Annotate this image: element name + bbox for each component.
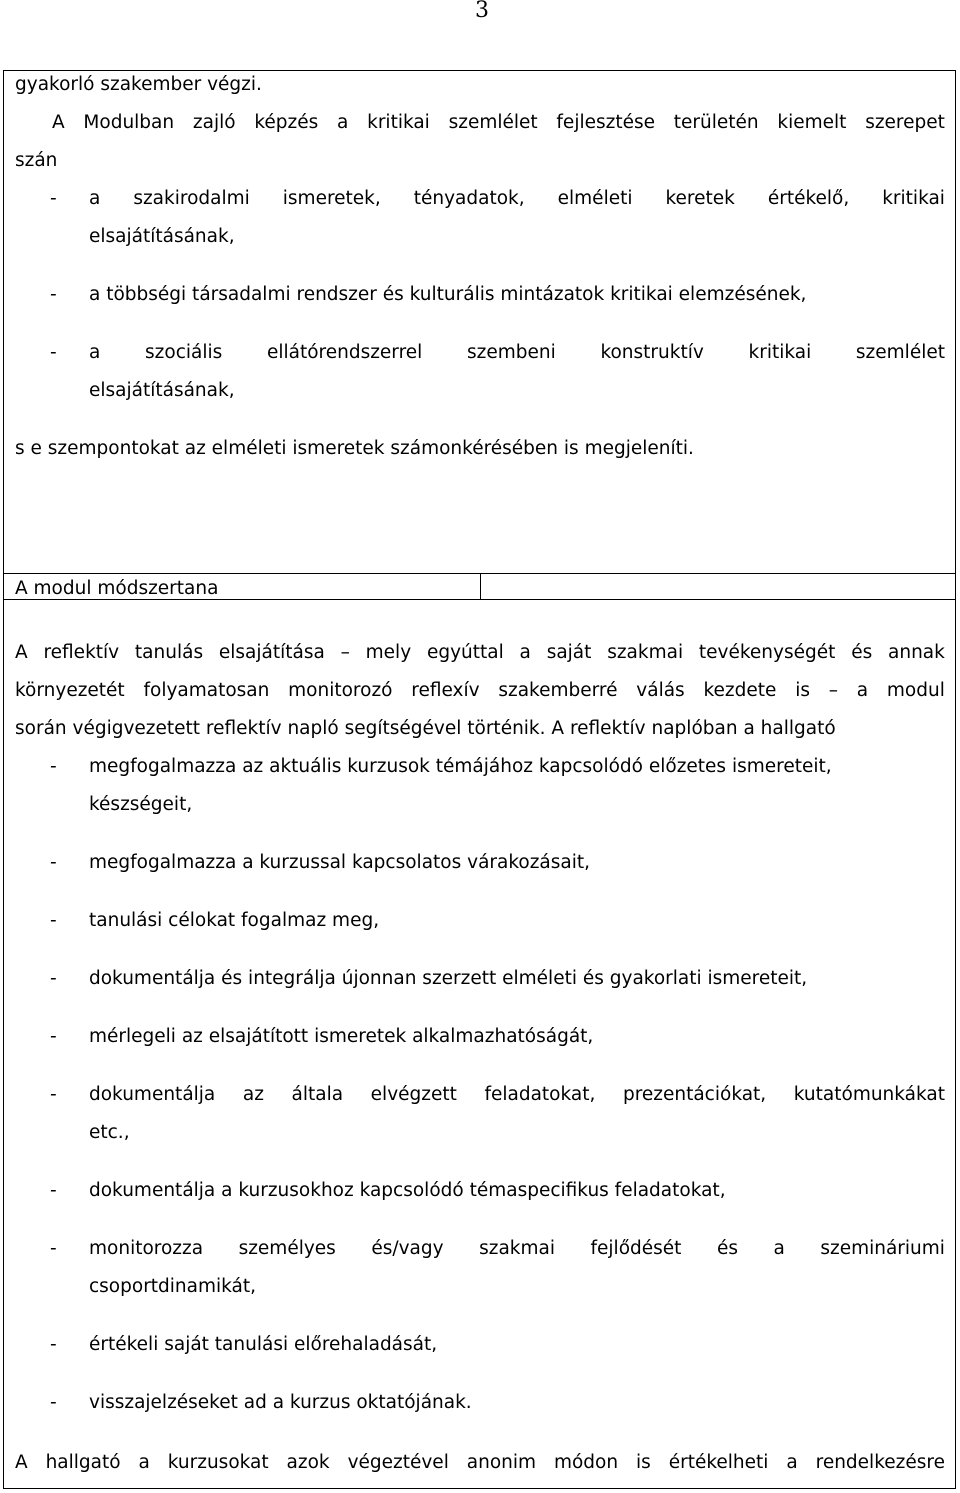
section-heading: A modul módszertana [15, 578, 219, 599]
word: ismeretek, [282, 188, 381, 209]
word: szakmai [607, 642, 684, 663]
method-item-10-line-1: visszajelzéseket ad a kurzus oktatójának. [89, 1392, 472, 1413]
method-item-4-line-1: dokumentálja és integrálja újonnan szerzett elméleti és gyakorlati ismereteit, [89, 968, 808, 989]
word: értékelő, [767, 188, 850, 209]
word: kritikai [367, 112, 430, 133]
intro-line-1: gyakorló szakember végzi. [15, 74, 262, 95]
word: keretek [665, 188, 735, 209]
method-item-3-line-1: tanulási célokat fogalmaz meg, [89, 910, 380, 931]
word: mely [365, 642, 412, 663]
word: a [337, 112, 349, 133]
word: saját [546, 642, 592, 663]
intro-closing: s e szempontokat az elméleti ismeretek számonkérésében is megjeleníti. [15, 438, 694, 459]
method-para-line-3: során végigvezetett reflektív napló segítségével történik. A reflektív naplóban a hallgató [15, 718, 836, 739]
method-item-1-line-2: készségeit, [89, 794, 193, 815]
method-closing [15, 1451, 945, 1475]
word: szemlélet [448, 112, 538, 133]
word: szemináriumi [820, 1238, 945, 1259]
word: folyamatosan [143, 680, 270, 701]
intro-item-1-line-1 [89, 187, 945, 211]
intro-line-3: szán [15, 150, 58, 171]
method-para-line-2 [15, 679, 945, 703]
word: A [52, 112, 65, 133]
word: szakmai [479, 1238, 555, 1259]
word: dokumentálja [89, 1084, 216, 1105]
word: A [15, 642, 28, 663]
bullet-dash: - [50, 852, 57, 873]
word: szakirodalmi [133, 188, 250, 209]
word: személyes [238, 1238, 336, 1259]
word: ellátórendszerrel [266, 342, 423, 363]
word: végeztével [347, 1452, 449, 1473]
word: kurzusokat [167, 1452, 269, 1473]
word: szerepet [865, 112, 945, 133]
word: környezetét [15, 680, 125, 701]
intro-item-3-line-1 [89, 341, 945, 365]
method-para-line-1 [15, 641, 945, 665]
word: prezentációkat, [622, 1084, 767, 1105]
word: és [851, 642, 873, 663]
word: rendelkezésre [815, 1452, 945, 1473]
word: azok [286, 1452, 330, 1473]
bullet-dash: - [50, 910, 57, 931]
word: kezdete [703, 680, 777, 701]
word: konstruktív [600, 342, 704, 363]
word: kutatómunkákat [793, 1084, 945, 1105]
word: a [89, 188, 101, 209]
bullet-dash: - [50, 1334, 57, 1355]
word: és/vagy [371, 1238, 444, 1259]
method-item-1-line-1: megfogalmazza az aktuális kurzusok témájához kapcsolódó előzetes ismereteit, [89, 756, 832, 777]
word: kritikai [748, 342, 812, 363]
word: a [519, 642, 531, 663]
word: modul [886, 680, 945, 701]
word: szociális [145, 342, 223, 363]
word: reflexív [411, 680, 480, 701]
word: monitorozó [288, 680, 393, 701]
intro-item-2-line-1: a többségi társadalmi rendszer és kulturális mintázatok kritikai elemzésének, [89, 284, 807, 305]
bullet-dash: - [50, 1392, 57, 1413]
word: kritikai [882, 188, 945, 209]
section-divider-vertical [480, 573, 481, 599]
word: a [856, 680, 869, 701]
method-item-6-line-1 [89, 1083, 945, 1107]
word: tevékenységét [698, 642, 836, 663]
method-item-5-line-1: mérlegeli az elsajátított ismeretek alkalmazhatóságát, [89, 1026, 594, 1047]
bullet-dash: - [50, 188, 57, 209]
word: kiemelt [777, 112, 847, 133]
word: tanulás [134, 642, 204, 663]
word: fejlődését [590, 1238, 682, 1259]
word: zajló [192, 112, 236, 133]
word: szemlélet [855, 342, 945, 363]
word: szakemberré [498, 680, 618, 701]
word: az [242, 1084, 264, 1105]
word: is [795, 680, 810, 701]
intro-line-2 [52, 111, 945, 135]
method-item-9-line-1: értékeli saját tanulási előrehaladását, [89, 1334, 438, 1355]
word: annak [888, 642, 945, 663]
method-item-2-line-1: megfogalmazza a kurzussal kapcsolatos várakozásait, [89, 852, 591, 873]
word: általa [291, 1084, 344, 1105]
word: módon [553, 1452, 619, 1473]
bullet-dash: - [50, 284, 57, 305]
word: is [636, 1452, 651, 1473]
content-frame [3, 70, 956, 1489]
word: szembeni [467, 342, 556, 363]
word: értékelheti [668, 1452, 769, 1473]
word: fejlesztése [556, 112, 655, 133]
method-item-6-line-2: etc., [89, 1122, 130, 1143]
word: elméleti [557, 188, 633, 209]
word: a [138, 1452, 150, 1473]
method-item-8-line-1 [89, 1237, 945, 1261]
word: egyúttal [426, 642, 504, 663]
word: képzés [254, 112, 319, 133]
word: hallgató [45, 1452, 121, 1473]
word: – [340, 642, 350, 663]
word: reflektív [43, 642, 120, 663]
word: területén [673, 112, 759, 133]
word: a [89, 342, 101, 363]
word: tényadatok, [413, 188, 525, 209]
page-number: 3 [475, 0, 489, 23]
word: és [716, 1238, 738, 1259]
bullet-dash: - [50, 1238, 57, 1259]
word: A [15, 1452, 28, 1473]
bullet-dash: - [50, 1026, 57, 1047]
section-divider-bottom [4, 599, 955, 600]
word: a [786, 1452, 798, 1473]
method-item-7-line-1: dokumentálja a kurzusokhoz kapcsolódó témaspecifikus feladatokat, [89, 1180, 726, 1201]
intro-item-1-line-2: elsajátításának, [89, 226, 235, 247]
bullet-dash: - [50, 1084, 57, 1105]
word: – [828, 680, 838, 701]
method-item-8-line-2: csoportdinamikát, [89, 1276, 257, 1297]
word: válás [636, 680, 685, 701]
bullet-dash: - [50, 342, 57, 363]
bullet-dash: - [50, 756, 57, 777]
word: elvégzett [370, 1084, 457, 1105]
word: Modulban [83, 112, 175, 133]
word: monitorozza [89, 1238, 204, 1259]
bullet-dash: - [50, 968, 57, 989]
intro-item-3-line-2: elsajátításának, [89, 380, 235, 401]
bullet-dash: - [50, 1180, 57, 1201]
word: a [773, 1238, 785, 1259]
word: feladatokat, [484, 1084, 596, 1105]
word: elsajátítása [218, 642, 325, 663]
word: anonim [466, 1452, 537, 1473]
